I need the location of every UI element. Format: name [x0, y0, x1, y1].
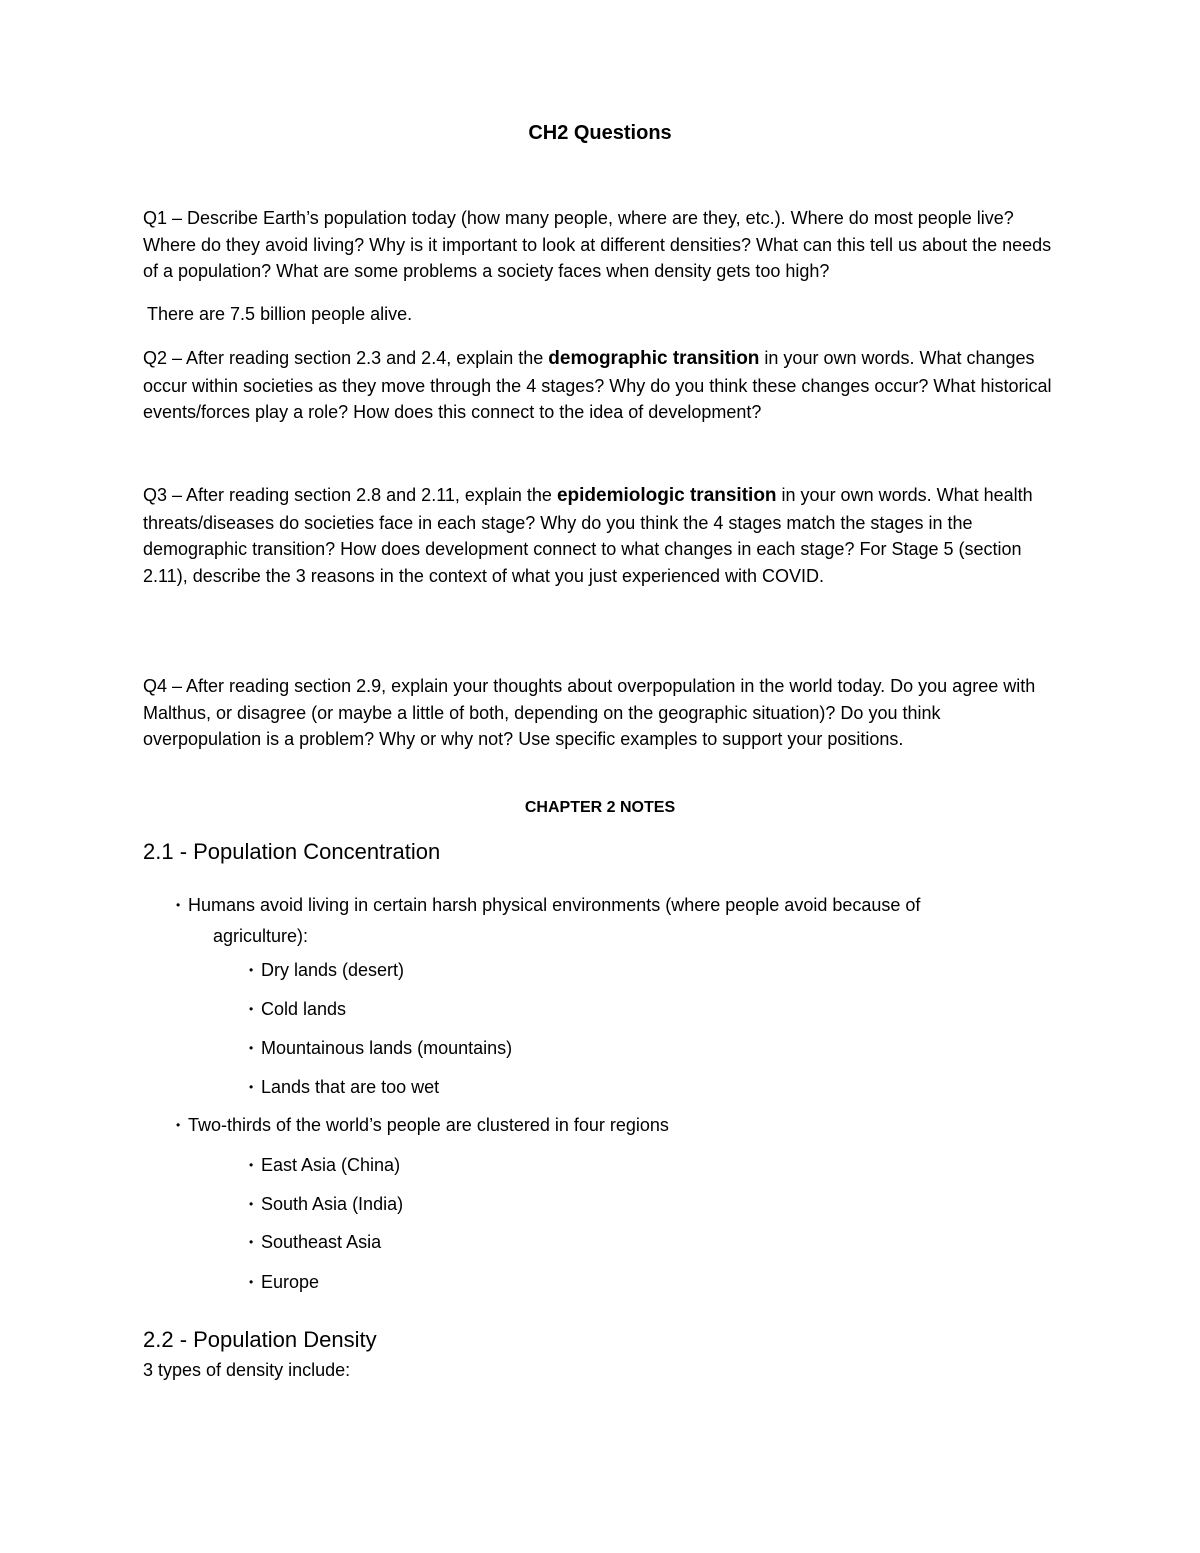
sub-bullet-south-asia [249, 1189, 403, 1219]
bullet-four-regions-text: Two-thirds of the world’s people are clustered in four regions [188, 1115, 669, 1135]
question-1-answer: There are 7.5 billion people alive. [147, 304, 413, 324]
sub-bullet-east-asia [249, 1150, 400, 1180]
bullet-icon: • [249, 1002, 254, 1016]
section-heading-2-1: 2.1 - Population Concentration [143, 839, 441, 864]
section-heading-2-2: 2.2 - Population Density [143, 1327, 377, 1352]
bullet-icon: • [249, 1197, 254, 1211]
bullet-icon: • [249, 1235, 254, 1249]
bullet-icon: • [176, 1118, 181, 1132]
bullet-four-regions [176, 1110, 669, 1140]
sub-bullet-text: East Asia (China) [261, 1155, 401, 1175]
bullet-icon: • [176, 898, 181, 912]
sub-bullet-text: Cold lands [261, 999, 347, 1019]
sub-bullet-text: South Asia (India) [261, 1194, 404, 1214]
question-3 [143, 482, 1058, 589]
question-2-after: in your own words. What changes occur within societies as they move through the 4 stages? Why do you think these changes occur? What historical events/forces play a role? How does this connect to the idea of development? [143, 348, 1052, 422]
bullet-icon: • [249, 1041, 254, 1055]
term-demographic-transition: demographic transition [548, 348, 760, 369]
notes-title: CHAPTER 2 NOTES [524, 799, 676, 816]
sub-bullet-europe [249, 1267, 319, 1297]
sub-bullet-text: Lands that are too wet [261, 1077, 440, 1097]
sub-bullet-wet-lands [249, 1072, 439, 1102]
term-epidemiologic-transition: epidemiologic transition [556, 485, 777, 506]
sub-bullet-text: Mountainous lands (mountains) [261, 1038, 513, 1058]
question-2 [143, 345, 1058, 426]
bullet-harsh-environments-text: Humans avoid living in certain harsh physical environments (where people avoid because of [188, 895, 921, 915]
bullet-harsh-environments-continued: agriculture): [213, 926, 309, 946]
sub-bullet-southeast-asia [249, 1227, 381, 1257]
question-3-after: in your own words. What health threats/diseases do societies face in each stage? Why do you think the 4 stages match the stages in the demographic transition? How does development connect to what changes in each stage? For Stage 5 (section 2.11), describe the 3 reasons in the context of what you just experienced with COVID. [143, 485, 1033, 586]
bullet-icon: • [249, 1158, 254, 1172]
sub-bullet-text: Europe [261, 1272, 320, 1292]
density-types-intro: 3 types of density include: [143, 1360, 351, 1380]
bullet-icon: • [249, 963, 254, 977]
sub-bullet-text: Dry lands (desert) [261, 960, 405, 980]
sub-bullet-mountainous-lands [249, 1033, 512, 1063]
question-1: Q1 – Describe Earth’s population today (how many people, where are they, etc.). Where do most people live? Where do they avoid living? Why is it important to look at different densities? What can this tell us about the needs of a population? What are some problems a society faces when density gets too high? [143, 208, 1052, 281]
sub-bullet-cold-lands [249, 994, 346, 1024]
question-3-before: Q3 – After reading section 2.8 and 2.11, explain the [143, 485, 557, 505]
bullet-icon: • [249, 1275, 254, 1289]
question-4: Q4 – After reading section 2.9, explain your thoughts about overpopulation in the world today. Do you agree with Malthus, or disagree (or maybe a little of both, depending on the geographic situation)? Do you think overpopulation is a problem? Why or why not? Use specific examples to support your positions. [143, 676, 1036, 749]
bullet-icon: • [249, 1080, 254, 1094]
page-title: CH2 Questions [528, 122, 672, 144]
question-2-before: Q2 – After reading section 2.3 and 2.4, explain the [143, 348, 549, 368]
sub-bullet-text: Southeast Asia [261, 1232, 382, 1252]
bullet-harsh-environments [176, 890, 920, 920]
sub-bullet-dry-lands [249, 955, 404, 985]
